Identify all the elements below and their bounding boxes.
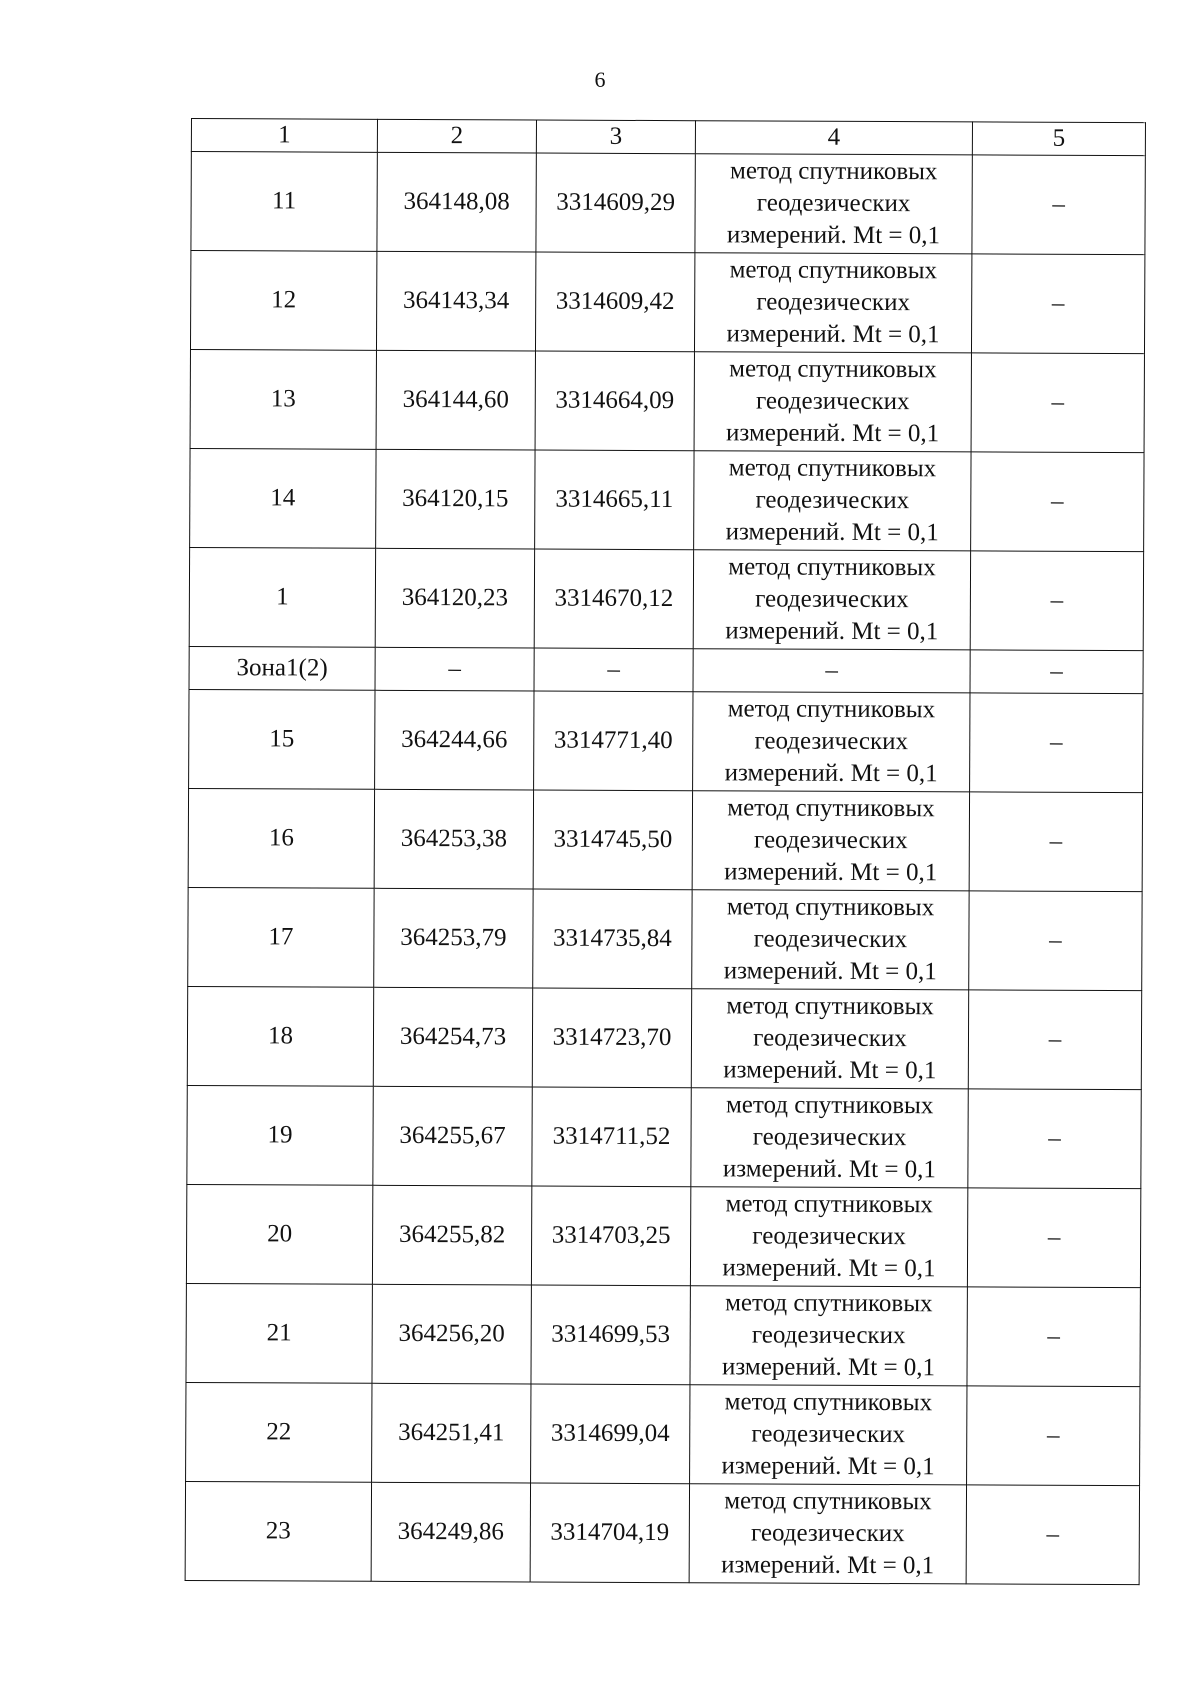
table-row	[189, 547, 1143, 650]
method-line: геодезических	[755, 387, 910, 416]
y-coordinate-cell: 3314609,42	[535, 252, 694, 352]
x-coordinate-cell: 364255,67	[373, 1086, 532, 1186]
point-number-cell: 19	[187, 1085, 373, 1185]
table-row	[188, 788, 1142, 891]
table-row	[189, 689, 1143, 792]
x-coordinate-cell: 364251,41	[372, 1383, 531, 1483]
y-coordinate-cell: 3314711,52	[532, 1087, 691, 1187]
header-cell-2: 2	[377, 119, 536, 153]
x-coordinate-cell: 364143,34	[376, 251, 535, 351]
note-cell: –	[971, 452, 1144, 552]
note-cell: –	[967, 1287, 1140, 1387]
method-line: геодезических	[756, 189, 911, 218]
note-cell: –	[970, 693, 1143, 793]
y-coordinate-cell: 3314664,09	[535, 351, 694, 451]
method-cell	[690, 1286, 967, 1386]
y-coordinate-cell: 3314771,40	[534, 691, 693, 791]
table-row	[186, 1382, 1140, 1485]
y-coordinate-cell: 3314699,53	[531, 1285, 690, 1385]
x-coordinate-cell: 364120,15	[376, 449, 535, 549]
method-line: измерений. Mt = 0,1	[725, 617, 939, 646]
x-coordinate-cell: 364120,23	[375, 548, 534, 648]
method-line: геодезических	[752, 1123, 907, 1152]
y-coordinate-cell: 3314704,19	[530, 1483, 689, 1583]
method-line: измерений. Mt = 0,1	[725, 518, 939, 547]
x-coordinate-cell: 364249,86	[371, 1482, 530, 1582]
point-number-cell: 22	[186, 1382, 372, 1482]
table-header-row	[191, 119, 1145, 156]
y-coordinate-cell: 3314609,29	[536, 153, 695, 253]
method-line: геодезических	[755, 486, 910, 515]
note-cell: –	[968, 990, 1141, 1090]
x-coordinate-cell: 364253,79	[374, 888, 533, 988]
coordinates-table-body	[185, 119, 1145, 1585]
method-cell	[695, 154, 972, 254]
method-line: метод спутниковых	[724, 1388, 933, 1417]
point-number-cell: 11	[191, 152, 377, 252]
method-line: геодезических	[751, 1420, 906, 1449]
method-line: геодезических	[754, 727, 909, 756]
method-line: геодезических	[751, 1321, 906, 1350]
x-coordinate-cell: 364256,20	[372, 1284, 531, 1384]
method-line: метод спутниковых	[728, 454, 937, 483]
zone-note-cell: –	[970, 650, 1143, 694]
method-line: метод спутниковых	[725, 1190, 934, 1219]
header-cell-4: 4	[695, 121, 972, 155]
method-line: геодезических	[755, 585, 909, 614]
method-line: геодезических	[753, 925, 908, 954]
method-cell	[690, 1187, 967, 1287]
method-line: измерений. Mt = 0,1	[726, 419, 940, 448]
note-cell: –	[968, 1089, 1141, 1189]
point-number-cell: 18	[187, 986, 373, 1086]
x-coordinate-cell: 364148,08	[377, 152, 536, 252]
method-line: измерений. Mt = 0,1	[726, 221, 941, 250]
point-number-cell: 14	[190, 448, 376, 548]
method-cell	[692, 791, 969, 891]
point-number-cell: 16	[188, 788, 374, 888]
y-coordinate-cell: 3314735,84	[533, 889, 692, 989]
table-row	[187, 1085, 1141, 1188]
table-row	[190, 349, 1144, 452]
method-line: метод спутниковых	[727, 695, 936, 724]
point-number-cell: 23	[185, 1481, 371, 1581]
method-line: измерений. Mt = 0,1	[723, 957, 937, 986]
point-number-cell: 20	[186, 1184, 372, 1284]
table-row	[191, 152, 1145, 255]
method-line: метод спутниковых	[727, 794, 935, 823]
method-cell	[694, 253, 971, 353]
table-row	[187, 986, 1141, 1089]
method-cell	[691, 1088, 968, 1188]
method-line: измерений. Mt = 0,1	[721, 1353, 936, 1382]
note-cell: –	[969, 792, 1142, 892]
method-line: измерений. Mt = 0,1	[722, 1254, 936, 1283]
method-line: измерений. Mt = 0,1	[724, 858, 938, 887]
method-line: измерений. Mt = 0,1	[724, 759, 938, 788]
table-row	[186, 1184, 1140, 1287]
method-line: метод спутниковых	[730, 157, 938, 186]
method-cell	[692, 890, 969, 990]
method-line: измерений. Mt = 0,1	[723, 1056, 937, 1085]
method-line: метод спутниковых	[725, 1091, 934, 1120]
method-line: метод спутниковых	[726, 992, 934, 1021]
method-cell	[693, 692, 970, 792]
header-cell-3: 3	[536, 120, 695, 154]
zone-row	[189, 646, 1143, 693]
note-cell: –	[969, 891, 1142, 991]
y-coordinate-cell: 3314699,04	[531, 1384, 690, 1484]
x-coordinate-cell: 364244,66	[375, 690, 534, 790]
table-row	[188, 887, 1142, 990]
note-cell: –	[972, 155, 1145, 255]
method-line: измерений. Mt = 0,1	[721, 1452, 935, 1481]
method-line: геодезических	[753, 1024, 907, 1053]
method-cell	[690, 1385, 967, 1485]
point-number-cell: 12	[190, 251, 376, 351]
method-line: метод спутниковых	[726, 893, 935, 922]
note-cell: –	[967, 1188, 1140, 1288]
point-number-cell: 1	[189, 547, 375, 647]
point-number-cell: 21	[186, 1283, 372, 1383]
x-coordinate-cell: 364253,38	[374, 789, 533, 889]
method-cell	[689, 1484, 966, 1584]
y-coordinate-cell: 3314723,70	[532, 988, 691, 1088]
method-cell	[694, 352, 971, 452]
method-cell	[693, 550, 970, 650]
method-line: метод спутниковых	[729, 256, 938, 285]
method-line: геодезических	[753, 826, 908, 855]
note-cell: –	[971, 353, 1144, 453]
point-number-cell: 17	[188, 887, 374, 987]
method-line: измерений. Mt = 0,1	[726, 320, 940, 349]
zone-method-cell: –	[693, 649, 970, 693]
zone-label-cell: Зона1(2)	[189, 646, 375, 690]
header-cell-5: 5	[972, 122, 1145, 156]
header-cell-1: 1	[191, 119, 377, 153]
note-cell: –	[971, 254, 1144, 354]
method-line: измерений. Mt = 0,1	[721, 1551, 935, 1580]
method-line: метод спутниковых	[729, 355, 937, 384]
method-line: геодезических	[750, 1519, 905, 1548]
point-number-cell: 15	[189, 689, 375, 789]
method-line: измерений. Mt = 0,1	[722, 1155, 937, 1184]
point-number-cell: 13	[190, 349, 376, 449]
zone-y-cell: –	[534, 648, 693, 692]
y-coordinate-cell: 3314665,11	[535, 450, 694, 550]
x-coordinate-cell: 364255,82	[372, 1185, 531, 1285]
table-row	[186, 1283, 1140, 1386]
note-cell: –	[967, 1386, 1140, 1486]
x-coordinate-cell: 364144,60	[376, 350, 535, 450]
y-coordinate-cell: 3314703,25	[531, 1186, 690, 1286]
method-line: метод спутниковых	[725, 1289, 933, 1318]
table-row	[190, 251, 1144, 354]
y-coordinate-cell: 3314745,50	[533, 790, 692, 890]
page-number: 6	[594, 67, 606, 92]
method-line: метод спутниковых	[728, 553, 936, 582]
method-line: метод спутниковых	[724, 1487, 932, 1516]
table-row	[185, 1481, 1139, 1584]
note-cell: –	[966, 1485, 1139, 1585]
method-line: геодезических	[756, 288, 911, 317]
zone-x-cell: –	[375, 647, 534, 691]
method-cell	[694, 451, 971, 551]
note-cell: –	[970, 551, 1143, 651]
table-row	[190, 448, 1144, 551]
coordinates-table	[185, 118, 1146, 1585]
x-coordinate-cell: 364254,73	[373, 987, 532, 1087]
method-line: геодезических	[752, 1222, 906, 1251]
method-cell	[691, 989, 968, 1089]
y-coordinate-cell: 3314670,12	[534, 549, 693, 649]
